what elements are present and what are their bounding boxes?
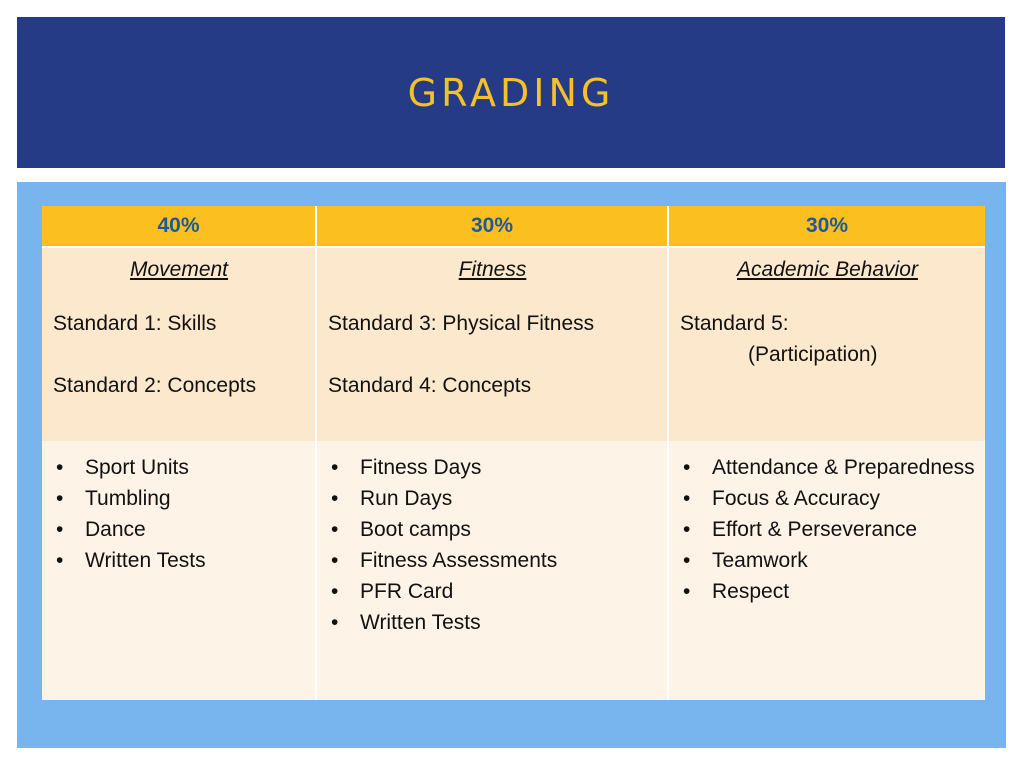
category-title: Fitness	[458, 258, 527, 281]
list-item: • Sport Units	[56, 456, 189, 479]
list-item: • Dance	[56, 518, 146, 541]
list-item: • Teamwork	[683, 549, 808, 572]
list-item: • Fitness Days	[331, 456, 482, 479]
items-cell-movement	[42, 441, 317, 700]
percent-header-fitness: 30%	[317, 206, 669, 248]
list-item: • Run Days	[331, 487, 453, 510]
list-item: • Fitness Assessments	[331, 549, 558, 572]
slide-title: GRADING	[407, 70, 615, 115]
list-item: • Written Tests	[331, 611, 481, 634]
list-item: • Boot camps	[331, 518, 471, 541]
standards-cell-movement	[42, 248, 317, 441]
percent-header-movement: 40%	[42, 206, 317, 248]
standard-line: Standard 2: Concepts	[53, 374, 257, 397]
items-cell-fitness	[317, 441, 669, 700]
standard-line: (Participation)	[748, 343, 878, 366]
list-item: • Written Tests	[56, 549, 206, 572]
standard-line: Standard 4: Concepts	[328, 374, 532, 397]
standard-line: Standard 1: Skills	[53, 312, 217, 335]
grading-table	[42, 206, 985, 700]
standard-line: Standard 3: Physical Fitness	[328, 312, 595, 335]
standards-cell-fitness	[317, 248, 669, 441]
standards-cell-academic	[669, 248, 985, 441]
list-item: • Respect	[683, 580, 790, 603]
list-item: • Tumbling	[56, 487, 171, 510]
percent-header-academic: 30%	[669, 206, 985, 248]
standard-line: Standard 5:	[680, 312, 789, 335]
list-item: • Focus & Accuracy	[683, 487, 881, 510]
category-title: Academic Behavior	[737, 258, 918, 281]
items-cell-academic	[669, 441, 985, 700]
title-banner	[17, 17, 1005, 168]
list-item: • Effort & Perseverance	[683, 518, 918, 541]
list-item: • PFR Card	[331, 580, 454, 603]
list-item: • Attendance & Preparedness	[683, 456, 975, 479]
category-title: Movement	[129, 258, 229, 281]
